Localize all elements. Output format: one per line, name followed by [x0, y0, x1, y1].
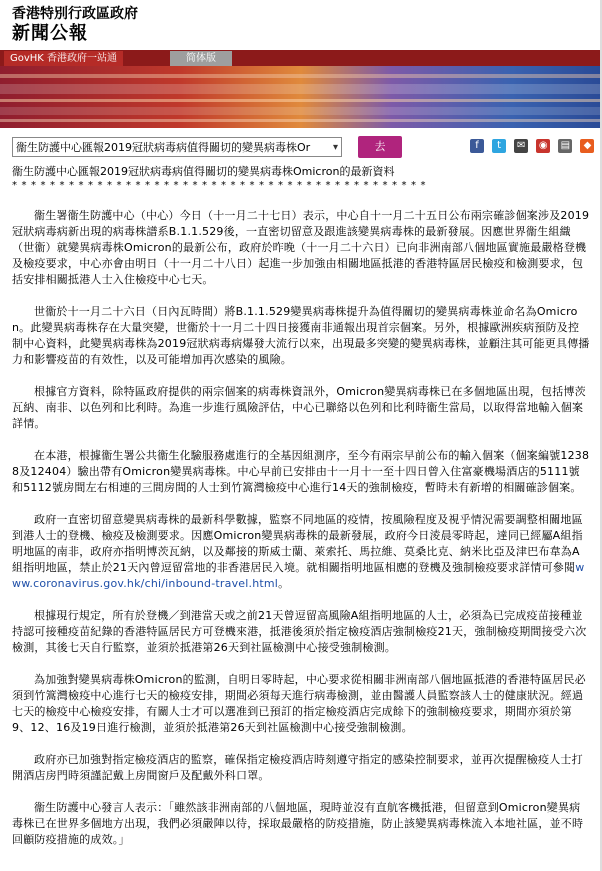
article-paragraph: 衞生防護中心發言人表示：「雖然該非洲南部的八個地區，現時並沒有直航客機抵港，但留意到Omicron變異病毒株已在世界多個地方出現，我們必須嚴陣以待，採取最嚴格的防疫措施，防止該變異病毒株流入本地社區，並不時回顧防疫措施的成效。」 [12, 801, 584, 846]
page-title: 新聞公報 [12, 23, 88, 44]
article-paragraph: 世衞於十一月二十六日（日內瓦時間）將B.1.1.529變異病毒株提升為值得關切的變異病毒株並命名為Omicron。此變異病毒株存在大量突變，世衞於十一月二十四日接獲南非通報出現首宗個案。另外，根據歐洲疾病預防及控制中心資料，此變異病毒株為2019冠狀病毒病爆發大流行以來，出現最多突變的變異病毒株，並顧注其可能更具傳播力和影響疫苗的有效性，以及可能增加再次感染的風險。 [12, 305, 590, 366]
article-paragraph: 政府亦已加強對指定檢疫酒店的監察，確保指定檢疫酒店時刻遵守指定的感染控制要求，並再次提醒檢疫人士打開酒店房門時須謹記戴上房間窗戶及配戴外科口罩。 [12, 753, 583, 782]
banner [0, 50, 602, 128]
article-heading: 衞生防護中心匯報2019冠狀病毒病值得關切的變異病毒株Omicron的最新資料 [12, 165, 395, 178]
facebook-icon[interactable]: f [470, 139, 484, 153]
heading-separator: ******************************************** [12, 180, 430, 191]
print-icon[interactable]: ▤ [558, 139, 572, 153]
twitter-icon[interactable]: t [492, 139, 506, 153]
article-paragraph: 根據現行規定，所有於登機／到港當天或之前21天曾逗留高風險A組指明地區的人士，必須為已完成疫苗接種並持認可接種疫苗紀錄的香港特區居民方可登機來港，抵港後須於指定檢疫酒店強制檢疫21天，強制檢疫期間接受六次檢測，其後七天自行監察，並須於抵港第26天到社區檢測中心接受強制檢測。 [12, 609, 587, 654]
page-header [0, 0, 602, 50]
paragraph-text: 政府一直密切留意變異病毒株的最新科學數據，監察不同地區的疫情，按風險程度及視乎情況需要調整相關地區到港人士的登機、檢疫及檢測要求。因應Omicron變異病毒株的最新發展，政府今日淩晨零時起，達同已經屬A組指明地區的南非，政府亦指明博茨瓦納，以及鄰接的斯威士蘭、萊索托、馬拉維、莫桑比克、納米比亞及津巴布韋為A組指明地區，禁止於21天內曾逗留當地的非香港居民入境。就相關指明地區相應的登機及強制檢疫要求詳情可參閱 [12, 513, 583, 574]
article-paragraph: 衞生署衞生防護中心（中心）今日（十一月二十七日）表示，中心自十一月二十五日公布兩宗確診個案涉及2019冠狀病毒病新出現的病毒株譜系B.1.1.529後，一直密切留意及跟進該變異病毒株的最新發展。因應世界衞生組織（世衞）就變異病毒株Omicron的最新公布，政府於昨晚（十一月二十六日）已向非洲南部八個地區實施最嚴格登機及檢疫要求，中心亦會由明日（十一月二十八日）起進一步加強由相關地區抵港的香港特區居民檢疫和檢測要求，包括安排相關抵港人士入住檢疫中心七天。 [12, 209, 590, 286]
article-paragraph: 在本港，根據衞生署公共衞生化驗服務處進行的全基因組測序，至今有兩宗早前公布的輸入個案（個案編號12388及12404）驗出帶有Omicron變異病毒株。中心早前已安排由十一月十一至十四日曾入住富豪機場酒店的5111號和5112號房間左右相連的三間房間的人士到竹篙灣檢疫中心進行14天的強制檢疫，暫時未有新增的相關確診個案。 [12, 449, 590, 494]
article-body [0, 164, 602, 848]
article-select[interactable] [12, 137, 342, 157]
government-name: 香港特別行政區政府 [12, 6, 138, 22]
email-icon[interactable]: ✉ [514, 139, 528, 153]
share-bar [470, 139, 597, 155]
weibo-icon[interactable]: ◉ [536, 139, 550, 153]
article-paragraph: 為加強對變異病毒株Omicron的監測，自明日零時起，中心要求從相關非洲南部八個地區抵港的香港特區居民必須到竹篙灣檢疫中心進行七天的檢疫安排，期間必須每天進行病毒檢測，並由醫護人員監察該人士的健康狀況。經過七天的檢疫中心檢疫安排，有關人士才可以選准到已預訂的指定檢疫酒店完成餘下的強制檢疫要求，期間亦須於第9、12、16及19日進行檢測，並須於抵港第26天到社區檢測中心接受強制檢測。 [12, 673, 586, 734]
inbound-travel-link[interactable]: www.coronavirus.gov.hk/chi/inbound-travel.html [12, 561, 585, 590]
banner-graphic [0, 66, 602, 128]
govhk-link[interactable]: GovHK 香港政府一站通 [4, 51, 123, 66]
go-button[interactable]: 去 [358, 136, 402, 158]
rss-icon[interactable]: ◆ [580, 139, 594, 153]
article-select-value: 衞生防護中心匯報2019冠狀病毒病值得關切的變異病毒株Or [16, 141, 311, 154]
toolbar [0, 128, 602, 164]
paragraph-end: 。 [278, 577, 290, 590]
article-paragraph: 根據官方資料，除特區政府提供的兩宗個案的病毒株資訊外，Omicron變異病毒株已在多個地區出現，包括博茨瓦納、南非、以色列和比利時。為進一步進行風險評估，中心已聯絡以色列和比利時衞生當局，以取得當地輸入個案詳情。 [12, 385, 586, 430]
simplified-chinese-link[interactable]: 简体版 [170, 51, 232, 66]
chevron-down-icon: ▾ [332, 142, 338, 153]
article-paragraph [12, 512, 590, 592]
